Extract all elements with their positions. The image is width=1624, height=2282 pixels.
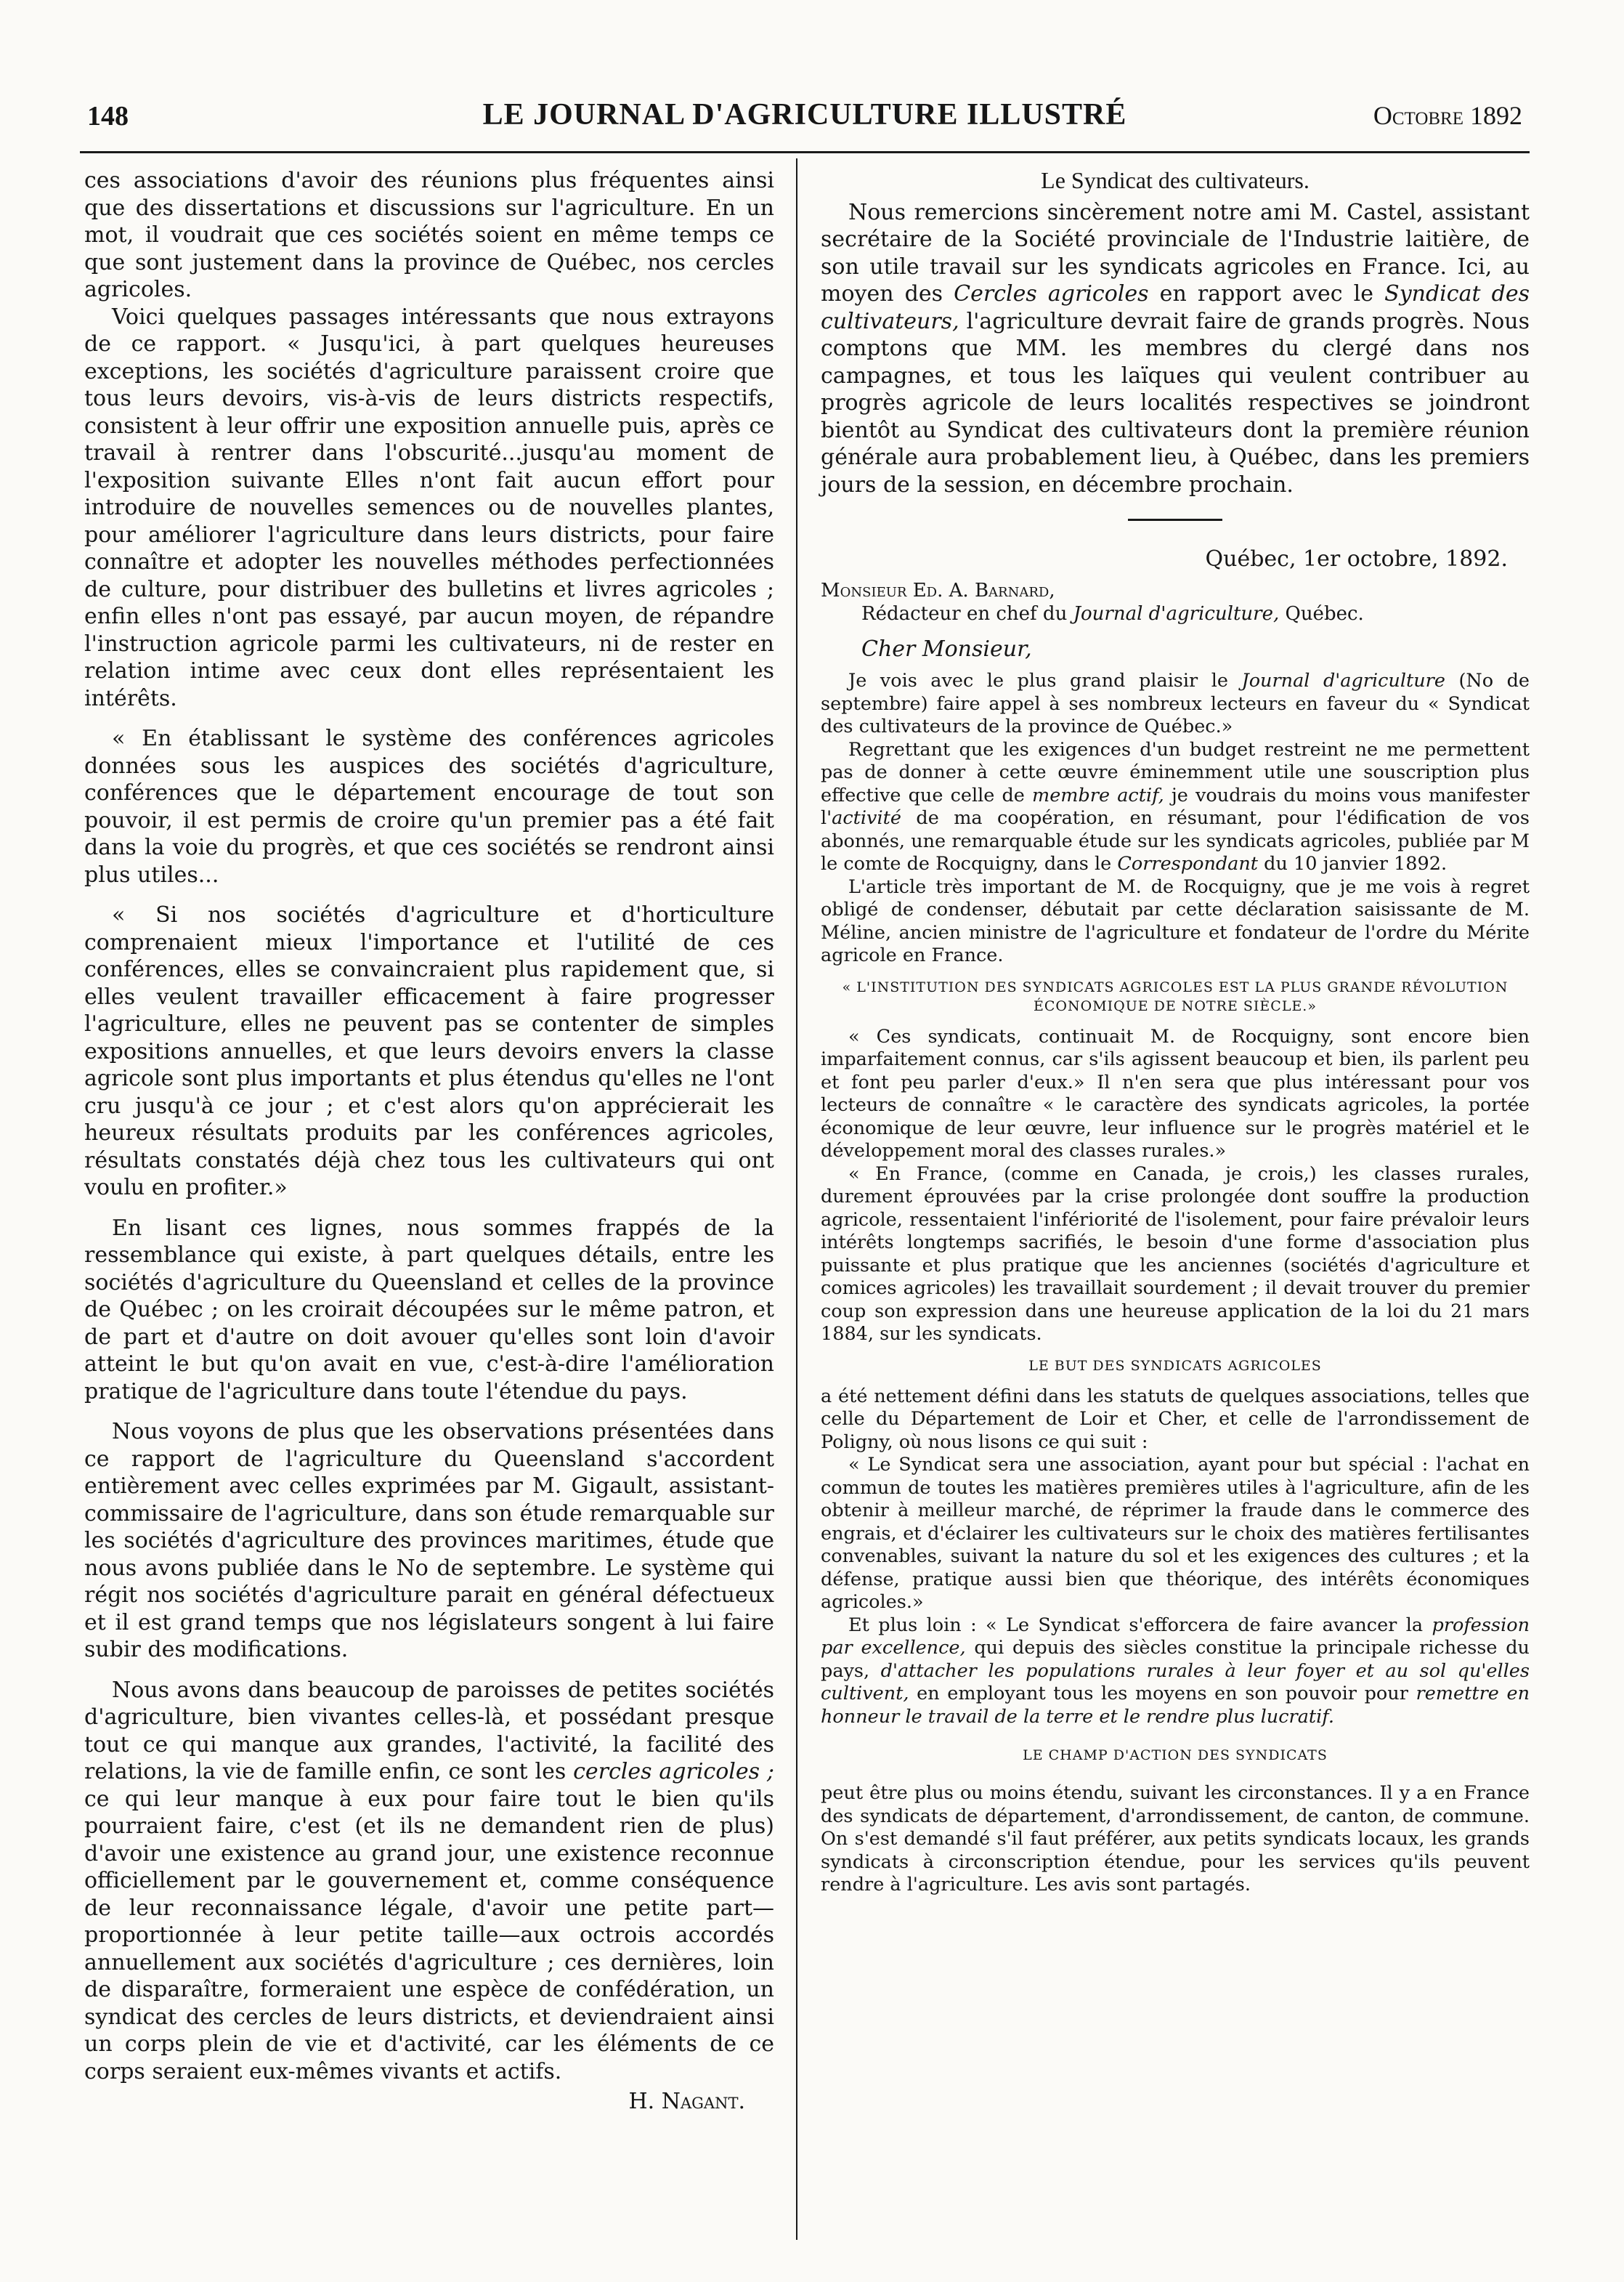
text-run: ce qui leur manque à eux pour faire tout le bien qu'ils pourraient faire, c'est (et ils ne demandent rien de plus) d'avoir une existence au grand jour, une existence reconnue officiellement par le gouvernement et, comme conséquence de leur reconnaissance légale, d'avoir une petite part—proportionnée à leur petite taille—aux octrois accordés annuellement aux sociétés d'agriculture ; ces dernières, loin de disparaître, formeraient une espèce de confédération, un syndicat des cercles de leurs districts, et deviendraient ainsi un corps plein de vie et d'activité, car les éléments de ce corps seraient eux-mêmes vivants et actifs. [84, 1786, 774, 2084]
intro-paragraph [821, 199, 1530, 499]
left-paragraph-3: « En établissant le système des conférences agricoles données sous les auspices des sociétés d'agriculture, conférences que le département encourage de tout son pouvoir, il est permis de croire qu'un premier pas a été fait dans la voie du progrès, et que ces sociétés se rendront ainsi plus utiles... [84, 726, 774, 888]
letter-paragraph-7: « Le Syndicat sera une association, ayant pour but spécial : l'achat en commun de toutes les matières premières utiles à l'agriculture, afin de les obtenir à meilleur marché, de réprimer la fraude dans le commerce des engrais, et d'éclairer les cultivateurs sur le choix des matières fertilisantes convenables, suivant la nature du sol et les exigences des cultures ; et la défense, pratique aussi bien que théorique, des intérêts économiques agricoles.» [821, 1454, 1530, 1613]
letter-salutation: Cher Monsieur, [861, 636, 1032, 662]
letter-paragraph-3: L'article très important de M. de Rocquigny, que je me vois à regret obligé de condenser, débutait par cette déclaration saisissante de M. Méline, ancien ministre de l'agriculture et fondateur de l'ordre du Mérite agricole en France. [821, 875, 1530, 966]
emphasis-text: Syndicat des cultivateurs, [821, 281, 1530, 334]
page-header [80, 94, 1530, 145]
left-paragraph-4: « Si nos sociétés d'agriculture et d'horticulture comprenaient mieux l'importance et l'utilité de ces conférences, elles se convaincraient plus rapidement que, si elles veulent travailler efficacement à faire progresser l'agriculture, elles ne peuvent pas se contenter de simples expositions annuelles, et que leurs devoirs envers la classe agricole sont plus importants et plus étendus qu'elles ne l'ont cru jusqu'à ce jour ; et c'est alors qu'on apprécierait les heureux résultats produits par les conférences agricoles, résultats constatés déjà chez tous les cultivateurs qui ont voulu en profiter.» [84, 902, 774, 1200]
right-column [821, 167, 1530, 1897]
section-rule [1128, 519, 1222, 521]
text-run: Je vois avec le plus grand plaisir le [848, 670, 1242, 692]
emphasis-text: remettre en honneur le travail de la terre et le rendre plus lucratif. [821, 1683, 1530, 1728]
text-run: l'agriculture devrait faire de grands progrès. Nous comptons que MM. les membres du clergé dans nos campagnes, et tous les laïques qui veulent contribuer au progrès agricole de leurs localités respectives se joindront bientôt au Syndicat des cultivateurs dont la première réunion générale aura probablement lieu, à Québec, dans les premiers jours de la session, en décembre prochain. [821, 308, 1530, 498]
letter-paragraph-6: a été nettement défini dans les statuts de quelques associations, telles que celle du Département de Loir et Cher, et celle de l'arrondissement de Poligny, où nous lisons ce qui suit : [821, 1385, 1530, 1453]
emphasis-text: activité [832, 807, 901, 829]
section-heading-but: LE BUT DES SYNDICATS AGRICOLES [1028, 1357, 1322, 1374]
section-heading-champ: LE CHAMP D'ACTION DES SYNDICATS [1023, 1747, 1328, 1763]
text-run: (No de septembre) faire appel à ses nombreux lecteurs en faveur du « Syndicat des cultivateurs de la province de Québec.» [821, 670, 1530, 737]
emphasis-text: profession par excellence, [821, 1614, 1530, 1659]
column-divider [796, 158, 797, 2240]
header-rule [80, 151, 1530, 153]
text-run: Nous avons dans beaucoup de paroisses de petites sociétés d'agriculture, bien vivantes celles-là, et possédant presque tout ce qui manque aux grandes, l'activité, la facilité des relations, la vie de famille enfin, ce sont les [84, 1677, 774, 1784]
left-paragraph-6: Nous voyons de plus que les observations présentées dans ce rapport de l'agriculture du Queensland s'accordent entièrement avec celles exprimées par M. Gigault, assistant-commissaire de l'agriculture, dans son étude remarquable sur les sociétés d'agriculture des provinces maritimes, étude que nous avons publiée dans le No de septembre. Le système qui régit nos sociétés d'agriculture parait en général défectueux et il est grand temps que nos législateurs songent à lui faire subir des modifications. [84, 1419, 774, 1662]
issue-date: Octobre 1892 [1373, 101, 1522, 130]
journal-page [80, 80, 1530, 2245]
letter-paragraph-9: peut être plus ou moins étendu, suivant les circonstances. Il y a en France des syndicats de département, d'arrondissement, de canton, de commune. On s'est demandé s'il faut préférer, aux petits syndicats locaux, les grands syndicats à circonscription étendue, pour les services qu'ils peuvent rendre à l'agriculture. Les avis sont partagés. [821, 1782, 1530, 1895]
letter-paragraph-1 [821, 670, 1530, 739]
letter-paragraph-2 [821, 739, 1530, 876]
left-column [84, 167, 774, 2116]
section-heading-institution: « L'INSTITUTION DES SYNDICATS AGRICOLES EST LA PLUS GRANDE RÉVOLUTION ÉCONOMIQUE DE NOTRE SIÈCLE.» [842, 979, 1509, 1014]
left-paragraph-1: ces associations d'avoir des réunions plus fréquentes ainsi que des dissertations et discussions sur l'agriculture. En un mot, il voudrait que ces sociétés soient en même temps ce que sont justement dans la province de Québec, nos cercles agricoles. [84, 168, 774, 302]
letter-address-line-1 [821, 579, 1530, 602]
article-title: Le Syndicat des cultivateurs. [1041, 167, 1310, 193]
text-run: Québec. [1279, 602, 1364, 625]
text-run: qui depuis des siècles constitue la principale richesse du pays, [821, 1637, 1530, 1682]
left-paragraph-5: En lisant ces lignes, nous sommes frappés de la ressemblance qui existe, à part quelques détails, entre les sociétés d'agriculture du Queensland et celles de la province de Québec ; on les croirait découpées sur le même patron, et de part et d'autre on doit avouer qu'elles sont loin d'avoir atteint le but qu'on avait en vue, c'est-à-dire l'amélioration pratique de l'agriculture dans toute l'étendue du pays. [84, 1215, 774, 1404]
text-run: du 10 janvier 1892. [1258, 853, 1448, 875]
letter-paragraph-5: « En France, (comme en Canada, je crois,) les classes rurales, durement éprouvées par la crise prolongée dont souffre la production agricole, ressentaient l'infériorité de l'isolement, pour faire prévaloir leurs intérêts longtemps sacrifiés, le besoin d'une forme d'association plus puissante et plus pratique que les anciennes (sociétés d'agriculture et comices agricoles) les travaillait sourdement ; il devait trouver du premier coup son expression dans une heureuse application de la loi du 21 mars 1884, sur les syndicats. [821, 1162, 1530, 1345]
text-run: je voudrais du moins vous manifester l' [821, 784, 1530, 829]
emphasis-text: cercles agricoles ; [573, 1759, 774, 1784]
text-run: de ma coopération, en résumant, pour l'édification de vos abonnés, une remarquable étude sur les syndicats agricoles, publiée par M le comte de Rocquigny, dans le [821, 807, 1530, 875]
emphasis-text: Cercles agricoles [954, 281, 1149, 307]
text-run: Nous remercions sincèrement notre ami M. Castel, assistant secrétaire de la Société provinciale de l'Industrie laitière, de son utile travail sur les syndicats agricoles en France. Ici, au moyen des [821, 199, 1530, 307]
left-paragraph-7 [84, 1677, 774, 2086]
emphasis-text: Correspondant [1117, 853, 1259, 875]
page-number: 148 [87, 101, 129, 132]
letter-dateline: Québec, 1er octobre, 1892. [1205, 546, 1508, 572]
letter-address-line-2 [821, 602, 1530, 626]
emphasis-text: Journal d'agriculture, [1073, 602, 1280, 625]
emphasis-text: Journal d'agriculture [1241, 670, 1445, 692]
text-run: Regrettant que les exigences d'un budget restreint ne me permettent pas de donner à cette œuvre éminemment utile une souscription plus effective que celle de [821, 738, 1530, 806]
author-signature: H. Nagant. [628, 2089, 745, 2114]
left-paragraph-2: Voici quelques passages intéressants que nous extrayons de ce rapport. « Jusqu'ici, à part quelques heureuses exceptions, les sociétés d'agriculture paraissent croire que tous leurs devoirs, vis-à-vis de leurs districts respectifs, consistent à leur offrir une exposition annuelle puis, après ce travail à rentrer dans l'obscurité...jusqu'au moment de l'exposition suivante Elles n'ont fait aucun effort pour introduire de nouvelles semences ou de nouvelles plantes, pour améliorer l'agriculture dans leurs districts, pour faire connaître et adopter les nouvelles méthodes perfectionnées de culture, pour distribuer des bulletins et livres agricoles ; enfin elles n'ont pas essayé, par aucun moyen, de répandre l'instruction agricole parmi les cultivateurs, ni de rester en relation intime avec ceux dont elles représentaient les intérêts. [84, 304, 774, 711]
addressee-name: Monsieur Ed. A. Barnard, [821, 579, 1055, 602]
text-run: en rapport avec le [1148, 281, 1385, 307]
text-run: Et plus loin : « Le Syndicat s'efforcera de faire avancer la [848, 1614, 1432, 1636]
text-run: en employant tous les moyens en son pouvoir pour [909, 1683, 1416, 1704]
text-run: Rédacteur en chef du [861, 602, 1073, 625]
journal-title: LE JOURNAL D'AGRICULTURE ILLUSTRÉ [482, 98, 1127, 132]
emphasis-text: d'attacher les populations rurales à leur foyer et au sol qu'elles cultivent, [821, 1659, 1530, 1704]
letter-paragraph-8 [821, 1614, 1530, 1729]
emphasis-text: membre actif, [1032, 784, 1164, 806]
letter-paragraph-4: « Ces syndicats, continuait M. de Rocquigny, sont encore bien imparfaitement connus, car s'ils agissent beaucoup et bien, ils parlent peu et font peu parler d'eux.» Il n'en sera que plus intéressant pour vos lecteurs de connaître « le caractère des syndicats agricoles, la portée économique de leur œuvre, leur influence sur le progrès matériel et le développement moral des classes rurales.» [821, 1025, 1530, 1162]
